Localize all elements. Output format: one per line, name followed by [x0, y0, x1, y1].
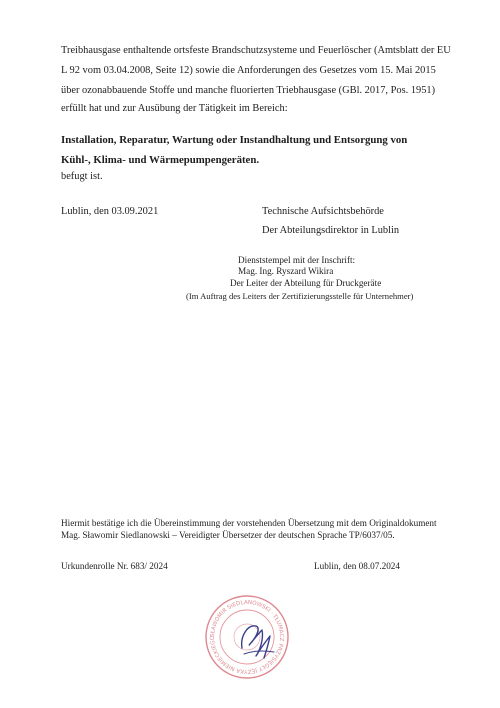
authorized-text: befugt ist. — [61, 171, 103, 182]
document-roll-number: Urkundenrolle Nr. 683/ 2024 — [61, 561, 168, 571]
seal-ring-text: SŁAWOMIR SIEDLANOWSKI · TŁUMACZ PRZYSIĘGŁY JĘZYKA NIEMIECKIEGO — [209, 599, 285, 675]
stamp-role: Der Leiter der Abteilung für Druckgeräte — [230, 278, 382, 288]
translation-place-date: Lublin, den 08.07.2024 — [314, 561, 400, 571]
issuing-authority: Technische Aufsichtsbehörde — [262, 206, 384, 217]
certification-line-2: Mag. Sławomir Siedlanowski – Vereidigter Übersetzer der deutschen Sprache TP/6037/05. — [61, 530, 395, 540]
issue-place-date: Lublin, den 03.09.2021 — [61, 206, 159, 217]
intro-line-1: Treibhausgase enthaltende ortsfeste Brandschutzsysteme und Feuerlöscher (Amtsblatt der EU — [61, 45, 451, 56]
translator-seal — [204, 594, 290, 680]
stamp-name: Mag. Ing. Ryszard Wikira — [238, 266, 334, 276]
scope-line-2: Kühl-, Klima- und Wärmepumpengeräten. — [61, 154, 260, 166]
seal-inner-ring — [220, 610, 274, 664]
issuing-director: Der Abteilungsdirektor in Lublin — [262, 225, 400, 236]
certification-line-1: Hiermit bestätige ich die Übereinstimmung der vorstehenden Übersetzung mit dem Originaldokument — [61, 518, 437, 528]
intro-line-3: über ozonabbauende Stoffe und manche fluorierten Triebhausgase (GBl. 2017, Pos. 1951) — [61, 85, 436, 96]
stamp-heading: Dienststempel mit der Inschrift: — [238, 255, 356, 265]
seal-outer-ring — [206, 596, 288, 678]
stamp-note: (Im Auftrag des Leiters der Zertifizierungsstelle für Unternehmer) — [186, 291, 414, 301]
intro-line-4: erfüllt hat und zur Ausübung der Tätigkeit im Bereich: — [61, 103, 288, 114]
intro-line-2: L 92 vom 03.04.2008, Seite 12) sowie die Anforderungen des Gesetzes vom 15. Mai 2015 — [61, 65, 436, 76]
scope-line-1: Installation, Reparatur, Wartung oder Instandhaltung und Entsorgung von — [61, 134, 408, 146]
